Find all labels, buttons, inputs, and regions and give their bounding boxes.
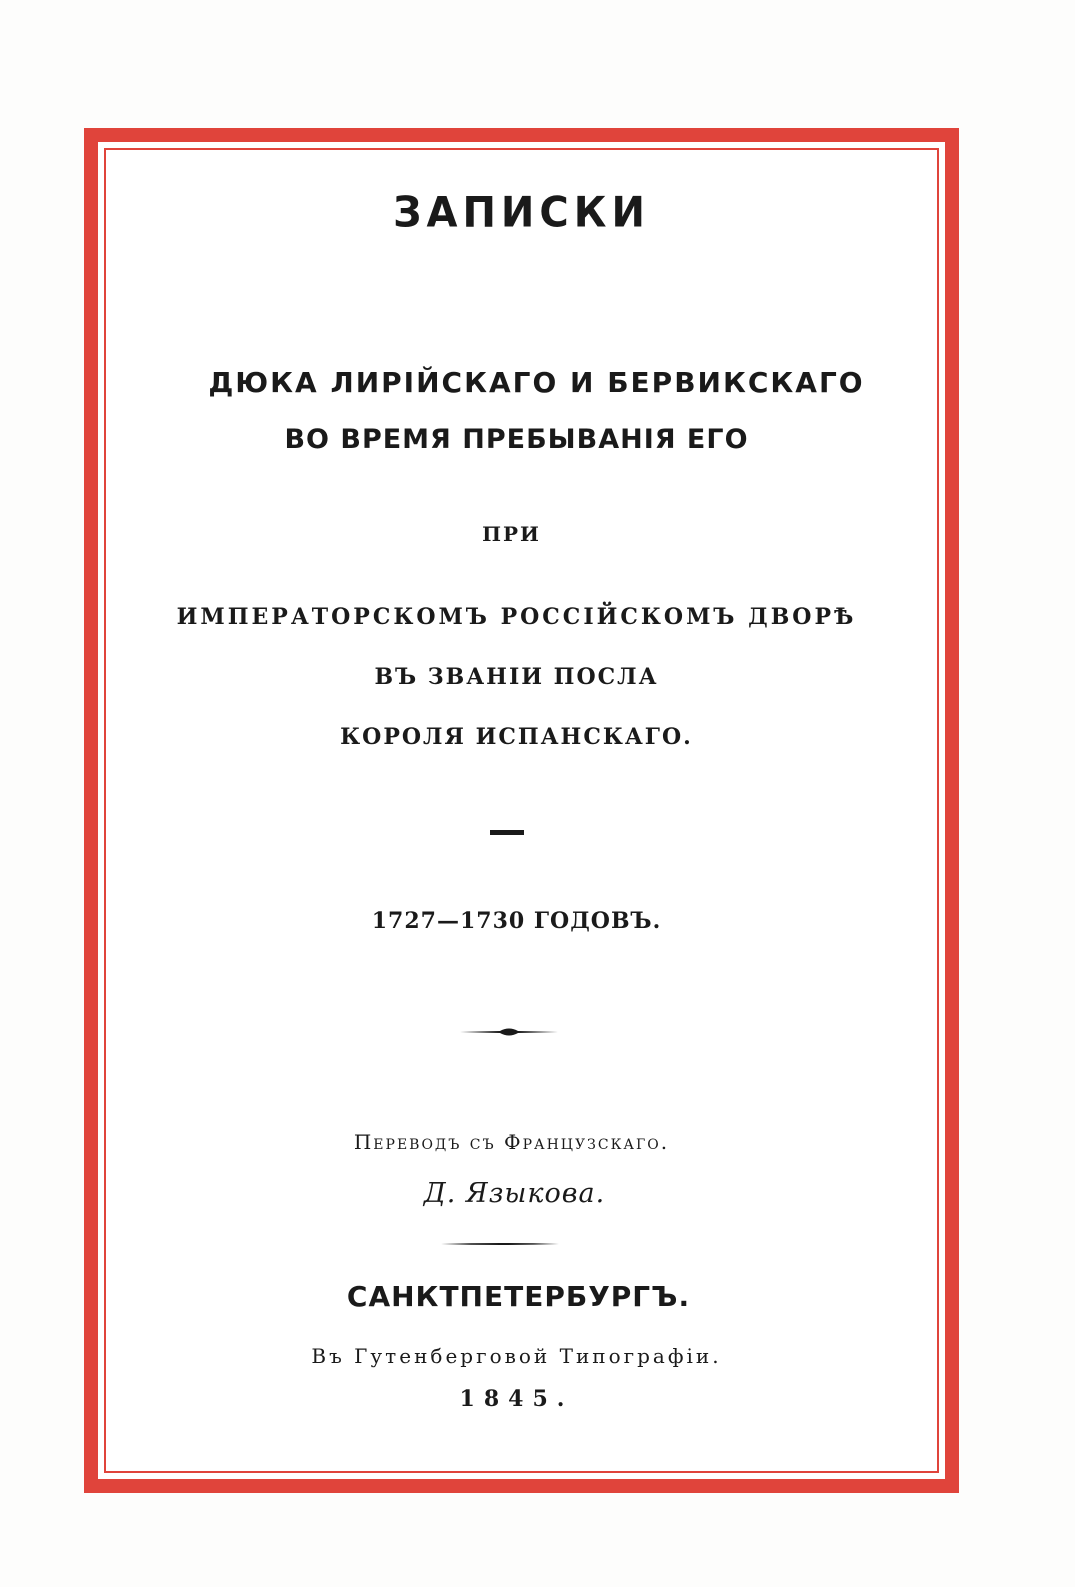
short-dash-divider [490, 830, 524, 835]
translation-note: Переводъ съ Французскаго. [353, 1130, 670, 1154]
ornament-divider-icon [460, 1026, 558, 1038]
book-title: ЗАПИСКИ [393, 188, 650, 238]
printing-house: Въ Гутенберговой Типографіи. [311, 1344, 722, 1368]
publication-city: САНКТПЕТЕРБУРГЪ. [346, 1280, 691, 1313]
subtitle-line-6: КОРОЛЯ ИСПАНСКАГО. [340, 724, 693, 750]
subtitle-line-5: ВЪ ЗВАНІИ ПОСЛА [374, 664, 659, 690]
publication-year: 1845. [459, 1386, 574, 1412]
translator-name: Д. Языкова. [423, 1178, 606, 1209]
thin-rule-divider [441, 1242, 559, 1246]
subtitle-line-4: ИМПЕРАТОРСКОМЪ РОССІЙСКОМЪ ДВОРѢ [176, 604, 857, 630]
red-border-frame [84, 128, 959, 1493]
subtitle-line-2: ВО ВРЕМЯ ПРЕБЫВАНІЯ ЕГО [284, 424, 749, 455]
subtitle-line-1: ДЮКА ЛИРІЙСКАГО И БЕРВИКСКАГО [208, 366, 865, 399]
title-page-content [98, 142, 945, 1479]
subtitle-line-3: ПРИ [482, 522, 541, 546]
years-range: 1727—1730 ГОДОВЪ. [371, 908, 662, 934]
